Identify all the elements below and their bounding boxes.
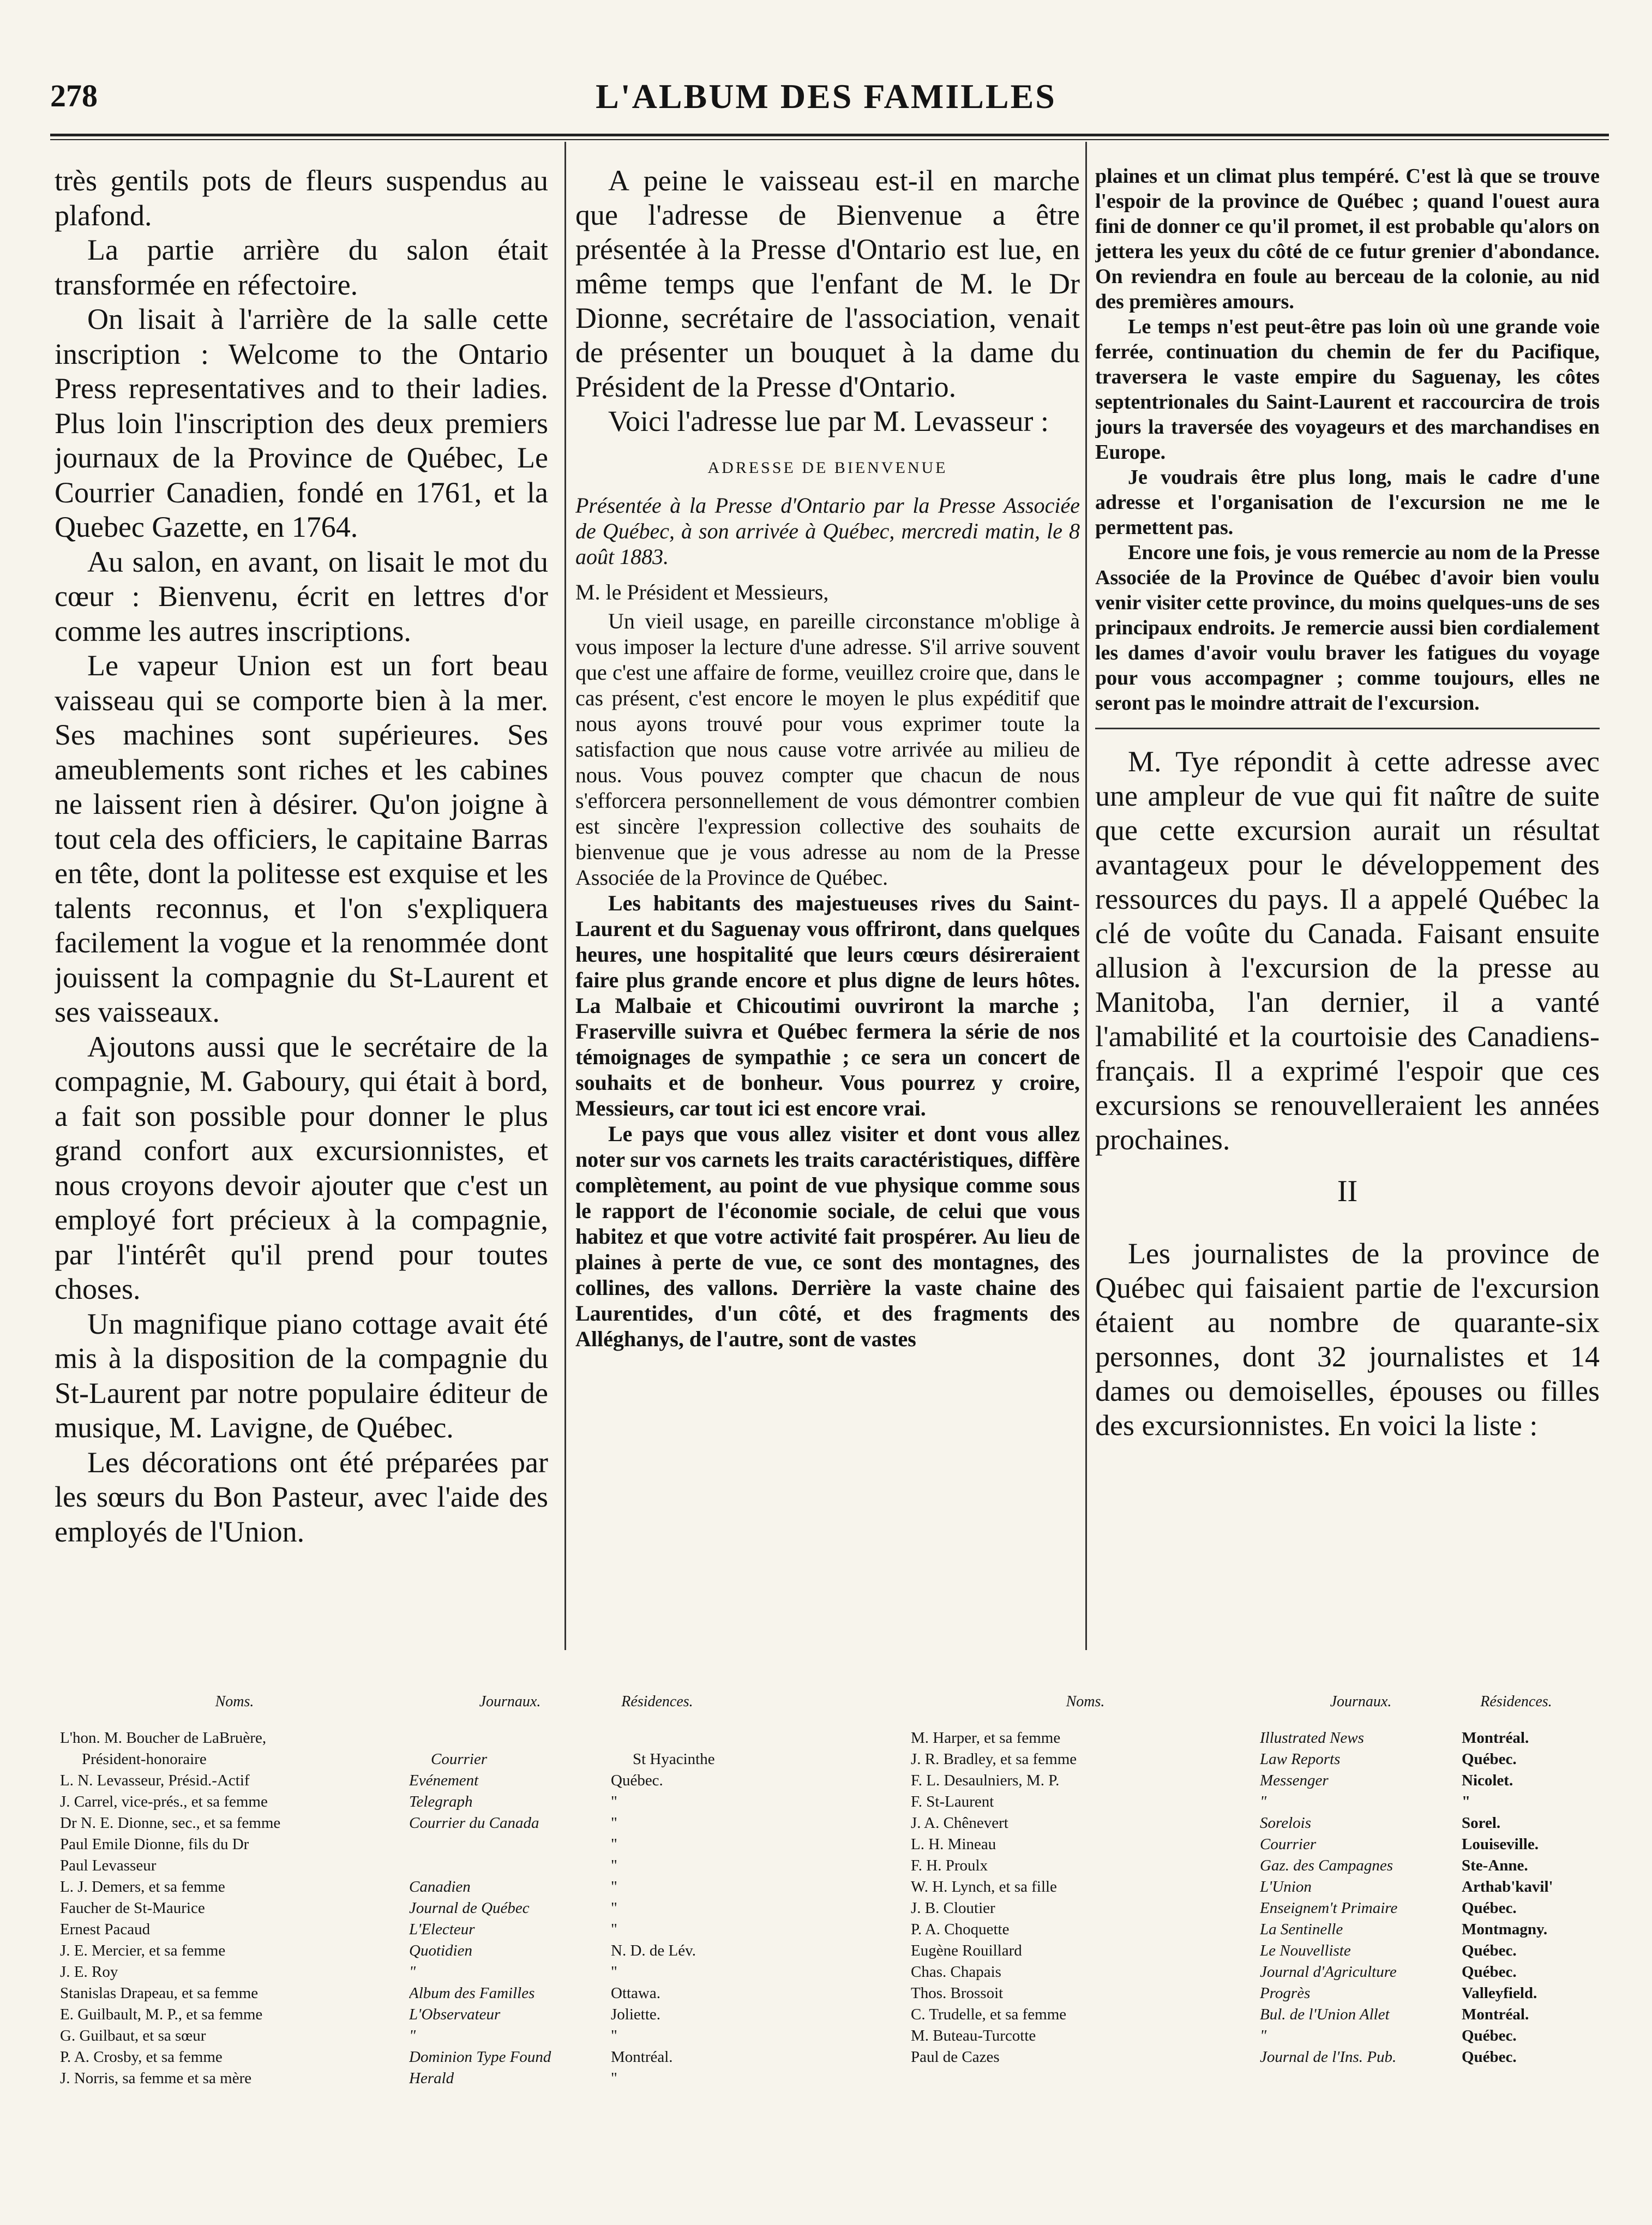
journals-header: Journaux. [1330,1693,1392,1710]
row-journal: Telegraph [409,1793,473,1810]
row-name: Paul Levasseur [60,1857,157,1874]
paragraph: M. Tye répondit à cette adresse avec une ampleur de vue qui fit naître de suite que cette excursion aurait un résultat avantageux pour le développement des ressources du pays. Il a appelé Québec la clé de voûte du Canada. Faisant ensuite allusion à l'excursion de la presse au Manitoba, l'an dernier, il a vanté l'amabilité et la courtoisie des Canadiens-français. Il a exprimé l'espoir que ces excursions se renouvelleraient les années prochaines. [1095,745,1600,1156]
row-name: J. Norris, sa femme et sa mère [60,2070,252,2087]
paragraph: On lisait à l'arrière de la salle cette inscription : Welcome to the Ontario Press representatives and to their ladies. Plus loin l'inscription des deux premiers journaux de la Province de Québec, Le Courrier Canadien, fondé en 1761, et la Quebec Gazette, en 1764. [55,303,548,543]
row-journal [409,1728,611,1749]
row-journal: Canadien [409,1878,471,1896]
row-name: E. Guilbault, M. P., et sa femme [60,2006,263,2023]
section-number: II [1337,1174,1358,1208]
list-row [911,1855,1603,1876]
row-journal: Bul. de l'Union Allet [1260,2006,1390,2023]
row-residence: Sorel. [1462,1814,1501,1832]
row-journal: L'Union [1260,1878,1312,1896]
address-subtitle: Présentée à la Presse d'Ontario par la Presse Associée de Québec, à son arrivée à Québec, mercredi matin, le 8 août 1883. [575,493,1080,569]
list-row [911,1940,1603,1962]
row-residence: " [611,2070,617,2087]
row-journal: Courrier [1260,1836,1317,1853]
row-name: Stanislas Drapeau, et sa femme [60,1984,259,2002]
row-journal: La Sentinelle [1260,1921,1343,1938]
row-residence: " [611,1793,617,1810]
row-journal: L'Observateur [409,2006,501,2023]
row-name: Eugène Rouillard [911,1942,1022,1959]
row-residence: " [611,2027,617,2044]
list-row [60,1898,704,1919]
list-row [60,1728,704,1749]
paragraph: Les journalistes de la province de Québec qui faisaient partie de l'excursion étaient au nombre de quarante-six personnes, dont 32 journalistes et 14 dames ou demoiselles, épouses ou filles des excursionnistes. En voici la liste : [1095,1237,1600,1442]
paragraph: Le vapeur Union est un fort beau vaisseau qui se comporte bien à la mer. Ses machines sont supérieures. Ses ameublements sont riches et les cabines ne laissent rien à désirer. Qu'on joigne à tout cela des officiers, le capitaine Barras en tête, dont la politesse est exquise et les talents reconnus, et l'on s'expliquera facilement la vogue et la renommée dont jouissent la compagnie du St-Laurent et ses vaisseaux. [55,649,548,1028]
row-name: F. St-Laurent [911,1793,994,1810]
list-row [60,1919,704,1940]
row-name: Faucher de St-Maurice [60,1899,205,1917]
list-row [911,1813,1603,1834]
list-row [911,2025,1603,2047]
row-journal: Gaz. des Campagnes [1260,1857,1393,1874]
list-header [60,1691,704,1712]
row-residence: Québec. [1462,2027,1517,2044]
row-journal: Courrier [431,1750,488,1768]
list-row [911,1749,1603,1770]
row-journal: " [1260,2027,1267,2044]
list-row [911,2047,1603,2068]
list-row [60,1834,704,1855]
row-journal: Journal de Québec [409,1899,530,1917]
residences-header: Résidences. [621,1693,693,1710]
row-residence: N. D. de Lév. [611,1942,696,1959]
paragraph: Un vieil usage, en pareille circonstance m'oblige à vous imposer la lecture d'une adresse. S'il arrive souvent que c'est une affaire de forme, veuillez croire que, dans le cas présent, c'est encore le moyen le plus expéditif que nous ayons trouvé pour vous exprimer toute la satisfaction que nous cause votre arrivée au milieu de nous. Vous pouvez compter que chacun de nous s'efforcera personnellement de vous démontrer combien est sincère l'expression collective des souhaits de bienvenue que je vous adresse au nom de la Presse Associée de la Province de Québec. [575,609,1080,890]
row-journal: Album des Familles [409,1984,535,2002]
column-divider [564,142,566,1650]
row-residence: Québec. [1462,1942,1517,1959]
row-journal: " [409,1963,416,1981]
row-residence: Valleyfield. [1462,1984,1537,2002]
paragraph: Les habitants des majestueuses rives du Saint-Laurent et du Saguenay vous offriront, dans quelques heures, une hospitalité que leurs cœurs désireraient faire plus grande encore et plus digne de leurs hôtes. La Malbaie et Chicoutimi ouvriront la marche ; Fraserville suivra et Québec fermera la série de nos témoignages de sympathie ; ce sera un concert de souhaits et de bonheur. Vous pourrez y croire, Messieurs, car tout ici est encore vrai. [575,891,1080,1120]
list-row [911,1728,1603,1749]
list-row [911,1876,1603,1898]
paragraph: Le temps n'est peut-être pas loin où une grande voie ferrée, continuation du chemin de fer du Pacifique, traversera le vaste empire du Saguenay, les côtes septentrionales du Saint-Laurent et raccourcira de trois jours la traversée des voyageurs et des marchandises en Europe. [1095,315,1600,464]
row-name: Paul de Cazes [911,2048,1000,2066]
row-residence: " [611,1963,617,1981]
list-row [60,1876,704,1898]
names-header: Noms. [215,1693,254,1710]
row-journal: Sorelois [1260,1814,1311,1832]
list-row [60,1749,715,1770]
list-row [60,1770,704,1791]
row-residence: Québec. [1462,2048,1517,2066]
list-row [911,1898,1603,1919]
row-name: W. H. Lynch, et sa fille [911,1878,1057,1896]
row-name: F. L. Desaulniers, M. P. [911,1772,1060,1789]
residences-header: Résidences. [1480,1693,1552,1710]
row-name: M. Harper, et sa femme [911,1729,1061,1747]
list-row [60,2068,704,2089]
salutation: M. le Président et Messieurs, [575,580,829,604]
row-residence: Ottawa. [611,1984,660,2002]
row-name: J. E. Roy [60,1963,118,1981]
row-name: C. Trudelle, et sa femme [911,2006,1067,2023]
row-name: P. A. Choquette [911,1921,1010,1938]
row-residence: " [611,1814,617,1832]
row-residence: Québec. [1462,1899,1517,1917]
row-residence: " [1462,1793,1471,1810]
row-residence: " [611,1921,617,1938]
list-row [911,1919,1603,1940]
row-residence: " [611,1878,617,1896]
row-name: J. E. Mercier, et sa femme [60,1942,226,1959]
row-journal: Enseignem't Primaire [1260,1899,1398,1917]
paragraph: Les décorations ont été préparées par les sœurs du Bon Pasteur, avec l'aide des employés de l'Union. [55,1446,548,1548]
column-1 [55,164,548,1658]
row-journal: " [1260,1793,1267,1810]
row-journal: Messenger [1260,1772,1329,1789]
paragraph: A peine le vaisseau est-il en marche que l'adresse de Bienvenue a être présentée à la Presse d'Ontario est lue, en même temps que l'enfant de M. le Dr Dionne, secrétaire de l'association, venait de présenter un bouquet à la dame du Président de la Presse d'Ontario. [575,164,1080,403]
row-residence: Joliette. [611,2006,661,2023]
column-divider [1085,142,1087,1650]
row-journal: Illustrated News [1260,1729,1364,1747]
row-name: P. A. Crosby, et sa femme [60,2048,223,2066]
row-journal: Evénement [409,1772,479,1789]
list-row [60,1962,704,1983]
paragraph: très gentils pots de fleurs suspendus au plafond. [55,164,548,232]
row-name: Dr N. E. Dionne, sec., et sa femme [60,1814,281,1832]
list-row [60,1813,704,1834]
row-name: M. Buteau-Turcotte [911,2027,1036,2044]
list-row [911,2004,1603,2025]
row-name: F. H. Proulx [911,1857,988,1874]
row-journal: Law Reports [1260,1750,1341,1768]
row-journal [409,1834,611,1855]
row-residence: St Hyacinthe [633,1750,715,1768]
row-journal: Journal d'Agriculture [1260,1963,1397,1981]
row-journal: Herald [409,2070,454,2087]
list-row [911,1834,1603,1855]
paragraph: Voici l'adresse lue par M. Levasseur : [608,405,1049,437]
header-rule [50,134,1609,140]
paragraph: Le pays que vous allez visiter et dont vous allez noter sur vos carnets les traits caractéristiques, diffère complètement, au point de vue physique comme sous le rapport de l'économie sociale, de celui que vous habitez et que votre activité fait prospérer. Au lieu de plaines à perte de vue, ce sont des montagnes, des collines, des vallons. Derrière la vaste chaine des Laurentides, d'un côté, et des fragments des Alléghanys, de l'autre, sont de vastes [575,1122,1080,1351]
row-name: Ernest Pacaud [60,1921,151,1938]
row-name: J. Carrel, vice-prés., et sa femme [60,1793,268,1810]
row-name: Paul Emile Dionne, fils du Dr [60,1836,249,1853]
list-row [911,1983,1603,2004]
running-title: L'ALBUM DES FAMILLES [596,77,1056,116]
list-row [911,1962,1603,1983]
row-residence: " [611,1836,617,1853]
address-title: ADRESSE DE BIENVENUE [707,459,948,477]
row-residence: Arthab'kavil' [1462,1878,1553,1896]
row-residence: Ste-Anne. [1462,1857,1528,1874]
row-journal: Journal de l'Ins. Pub. [1260,2048,1397,2066]
list-row [60,1940,704,1962]
journalist-list-right [911,1691,1603,2068]
row-name: L'hon. M. Boucher de LaBruère, [60,1729,267,1747]
row-journal: Le Nouvelliste [1260,1942,1351,1959]
row-residence: " [611,1857,617,1874]
list-row [911,1770,1603,1791]
row-name: Chas. Chapais [911,1963,1001,1981]
paragraph: Encore une fois, je vous remercie au nom de la Presse Associée de la Province de Québec d'avoir bien voulu venir visiter cette province, du moins quelques-uns de ses principaux endroits. Je remercie aussi bien cordialement les dames d'avoir voulu braver les fatigues du voyage pour vous accompagner ; comme toujours, elles ne seront pas le moindre attrait de l'excursion. [1095,541,1600,715]
journals-header: Journaux. [479,1693,541,1710]
list-row [911,1791,1603,1813]
column-3 [1095,164,1600,1658]
paragraph: Ajoutons aussi que le secrétaire de la compagnie, M. Gaboury, qui était à bord, a fait son possible pour donner le plus grand confort aux excursionnistes, et nous croyons devoir ajouter que c'est un employé fort précieux à la compagnie, par l'intérêt qu'il prend pour toutes choses. [55,1030,548,1305]
row-journal [409,1855,611,1876]
row-name: Thos. Brossoit [911,1984,1004,2002]
column-2 [575,164,1080,1658]
row-name: J. R. Bradley, et sa femme [911,1750,1077,1768]
row-journal: L'Electeur [409,1921,475,1938]
list-row [60,1791,704,1813]
row-name: Président-honoraire [82,1750,207,1768]
row-journal: Courrier du Canada [409,1814,539,1832]
list-row [60,2004,704,2025]
row-residence: " [611,1899,617,1917]
row-name: L. N. Levasseur, Présid.-Actif [60,1772,250,1789]
row-residence [611,1728,704,1749]
row-journal: Progrès [1260,1984,1311,2002]
paragraph: Un magnifique piano cottage avait été mis à la disposition de la compagnie du St-Laurent par notre populaire éditeur de musique, M. Lavigne, de Québec. [55,1307,548,1444]
list-row [60,2025,704,2047]
row-name: L. J. Demers, et sa femme [60,1878,225,1896]
paragraph: La partie arrière du salon était transformée en réfectoire. [55,233,548,301]
row-residence: Québec. [1462,1750,1517,1768]
row-residence: Nicolet. [1462,1772,1513,1789]
list-row [60,1855,704,1876]
row-residence: Québec. [611,1772,663,1789]
row-residence: Montréal. [611,2048,673,2066]
row-name: J. A. Chênevert [911,1814,1008,1832]
row-name: J. B. Cloutier [911,1899,995,1917]
row-residence: Montréal. [1462,2006,1529,2023]
journalist-list-left [60,1691,715,2089]
list-row [60,1983,704,2004]
paragraph: Je voudrais être plus long, mais le cadre d'une adresse et l'organisation de l'excursion ne me le permettent pas. [1095,466,1600,539]
list-row [60,2047,704,2068]
section-rule [1095,728,1600,729]
row-name: G. Guilbaut, et sa sœur [60,2027,206,2044]
row-residence: Québec. [1462,1963,1517,1981]
row-name: L. H. Mineau [911,1836,996,1853]
paragraph: Au salon, en avant, on lisait le mot du cœur : Bienvenu, écrit en lettres d'or comme les autres inscriptions. [55,545,548,647]
row-residence: Louiseville. [1462,1836,1539,1853]
list-header [911,1691,1603,1712]
row-journal: Quotidien [409,1942,472,1959]
row-journal: " [409,2027,416,2044]
names-header: Noms. [1066,1693,1105,1710]
row-residence: Montmagny. [1462,1921,1548,1938]
row-journal: Dominion Type Found [409,2048,551,2066]
paragraph: plaines et un climat plus tempéré. C'est là que se trouve l'espoir de la province de Québec ; quand l'ouest aura fini de donner ce qu'il promet, il est probable qu'alors on jettera les yeux du côté de ce futur grenier d'abondance. On reviendra en foule au berceau de la colonie, au nid des premières amours. [1095,165,1600,313]
page-number: 278 [50,78,98,113]
row-residence: Montréal. [1462,1729,1529,1747]
